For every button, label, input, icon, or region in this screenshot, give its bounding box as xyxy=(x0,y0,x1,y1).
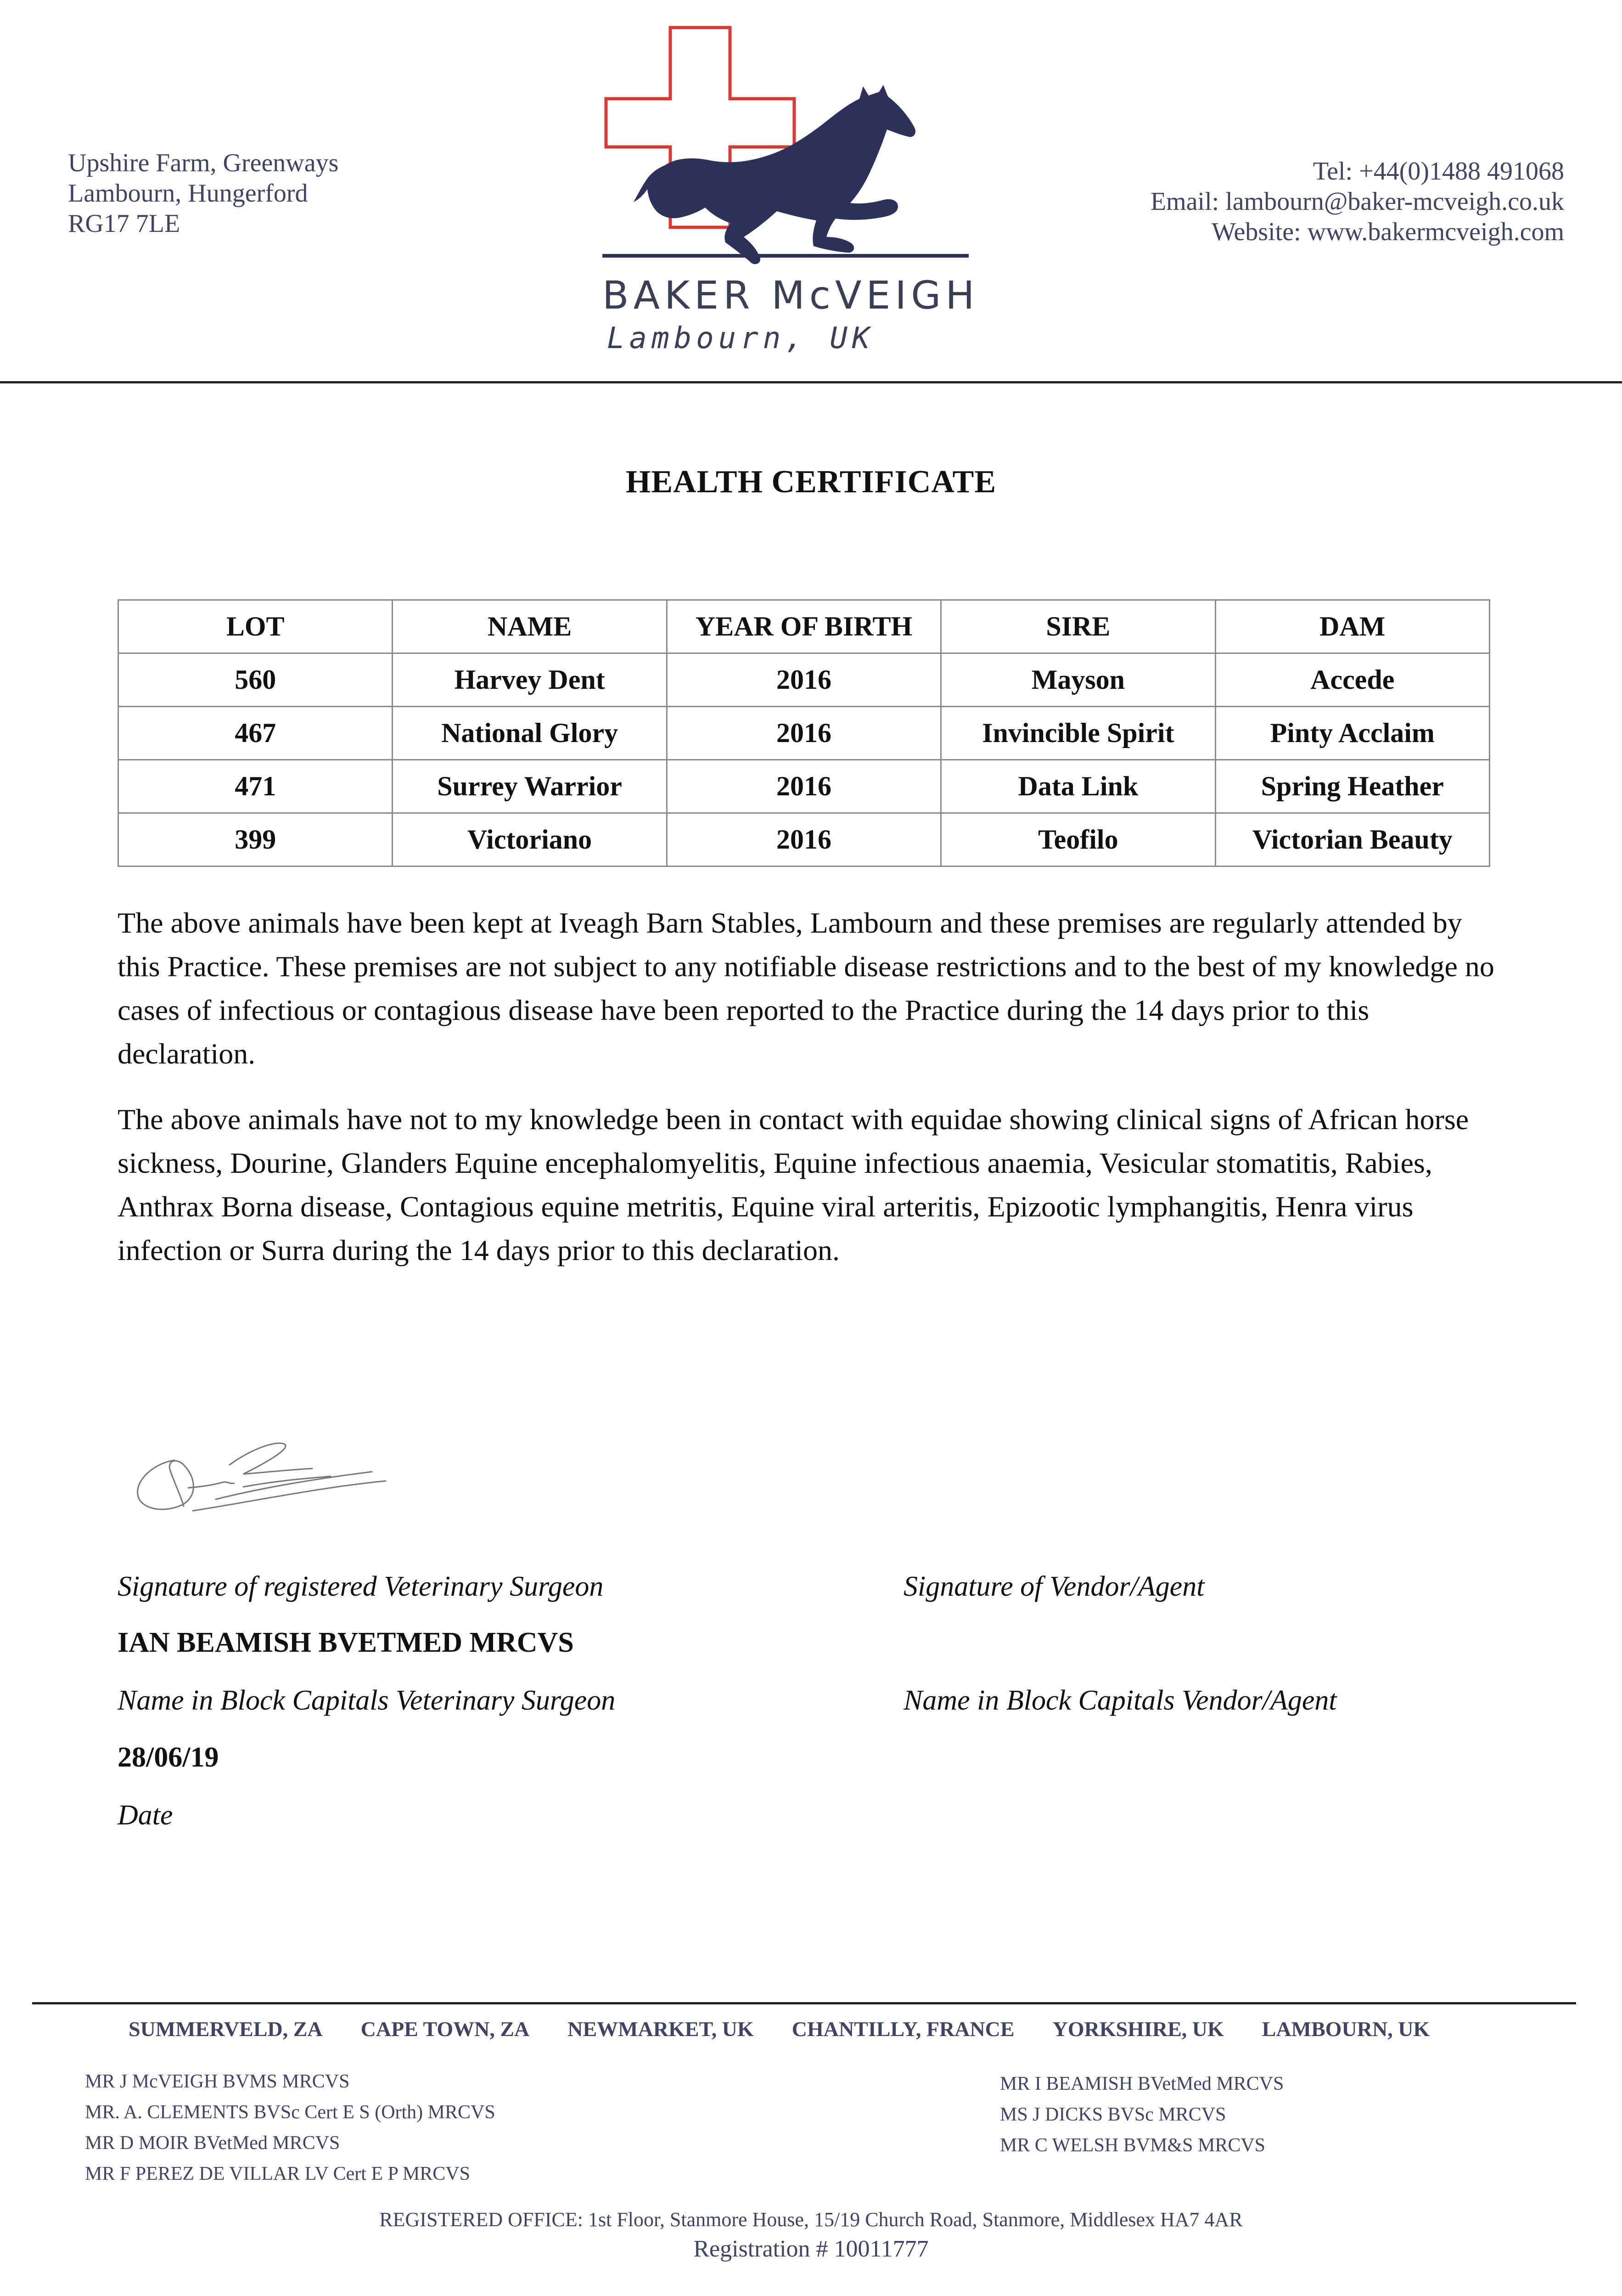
date-value: 28/06/19 xyxy=(118,1742,219,1773)
cell-dam: Pinty Acclaim xyxy=(1215,707,1489,760)
address-line: Lambourn, Hungerford xyxy=(68,179,308,208)
cell-dam: Accede xyxy=(1215,653,1489,707)
vet-signature-label: Signature of registered Veterinary Surgeon xyxy=(118,1571,604,1602)
table-row xyxy=(118,653,1490,707)
cell-sire: Data Link xyxy=(941,760,1215,813)
staff-member: MR C WELSH BVM&S MRCVS xyxy=(1000,2135,1266,2156)
cell-dam: Victorian Beauty xyxy=(1215,813,1489,867)
staff-member: MR J McVEIGH BVMS MRCVS xyxy=(85,2071,350,2092)
table-row xyxy=(118,707,1490,760)
contact-email: Email: lambourn@baker-mcveigh.co.uk xyxy=(1150,187,1564,216)
cell-sire: Invincible Spirit xyxy=(941,707,1215,760)
vet-signature-image xyxy=(124,1433,418,1538)
document-title: HEALTH CERTIFICATE xyxy=(625,464,997,500)
column-header-sire: SIRE xyxy=(941,600,1215,653)
cell-year: 2016 xyxy=(667,653,941,707)
staff-member: MR D MOIR BVetMed MRCVS xyxy=(85,2133,340,2154)
vet-name-value: IAN BEAMISH BVETMED MRCVS xyxy=(118,1627,574,1658)
staff-list-left xyxy=(85,2066,495,2189)
cell-sire: Teofilo xyxy=(941,813,1215,867)
table-header-row xyxy=(118,600,1490,653)
column-header-dam: DAM xyxy=(1215,600,1489,653)
header-divider xyxy=(0,381,1622,383)
brand-name: BAKER McVEIGH xyxy=(602,273,979,318)
staff-member: MR F PEREZ DE VILLAR LV Cert E P MRCVS xyxy=(85,2163,470,2184)
cell-year: 2016 xyxy=(667,760,941,813)
cell-name: Victoriano xyxy=(393,813,667,867)
horse-details-table xyxy=(118,599,1490,867)
staff-member: MR. A. CLEMENTS BVSc Cert E S (Orth) MRCVS xyxy=(85,2102,495,2123)
declaration-disease-contact: The above animals have not to my knowledge been in contact with equidae showing clinical signs of African horse sickness, Dourine, Glanders Equine encephalomyelitis, Equine infectious anaemia, Vesicular stomatitis, Rabies, Anthrax Borna disease, Contagious equine metritis, Equine viral arteritis, Epizootic lymphangitis, Henra virus infection or Surra during the 14 days prior to this declaration. xyxy=(118,1103,1469,1266)
cell-name: Harvey Dent xyxy=(393,653,667,707)
location-item: LAMBOURN, UK xyxy=(1262,2017,1430,2041)
cell-name: Surrey Warrior xyxy=(393,760,667,813)
table-row xyxy=(118,813,1490,867)
address-line: Upshire Farm, Greenways xyxy=(68,149,339,177)
contact-details xyxy=(1151,156,1564,247)
footer-divider xyxy=(32,2002,1576,2004)
cell-dam: Spring Heather xyxy=(1215,760,1489,813)
vet-name-label: Name in Block Capitals Veterinary Surgeon xyxy=(118,1685,616,1716)
location-item: YORKSHIRE, UK xyxy=(1052,2017,1224,2041)
logo-underline xyxy=(602,254,969,258)
cell-lot: 399 xyxy=(118,813,393,867)
cell-lot: 471 xyxy=(118,760,393,813)
column-header-name: NAME xyxy=(393,600,667,653)
location-item: CAPE TOWN, ZA xyxy=(360,2017,530,2041)
staff-member: MS J DICKS BVSc MRCVS xyxy=(1000,2104,1226,2125)
registration-number: Registration # 10011777 xyxy=(693,2236,929,2262)
location-item: SUMMERVELD, ZA xyxy=(129,2017,323,2041)
staff-list-right xyxy=(1000,2069,1284,2161)
location-item: NEWMARKET, UK xyxy=(567,2017,754,2041)
vendor-name-label: Name in Block Capitals Vendor/Agent xyxy=(904,1685,1337,1716)
column-header-year: YEAR OF BIRTH xyxy=(667,600,941,653)
date-label: Date xyxy=(118,1800,173,1831)
brand-location: Lambourn, UK xyxy=(607,321,875,355)
cell-year: 2016 xyxy=(667,707,941,760)
horse-cross-logo xyxy=(597,23,1028,372)
staff-member: MR I BEAMISH BVetMed MRCVS xyxy=(1000,2073,1284,2094)
vendor-signature-label: Signature of Vendor/Agent xyxy=(904,1571,1205,1602)
cell-sire: Mayson xyxy=(941,653,1215,707)
address-line: RG17 7LE xyxy=(68,209,180,238)
location-item: CHANTILLY, FRANCE xyxy=(791,2017,1015,2041)
cell-name: National Glory xyxy=(393,707,667,760)
contact-website: Website: www.bakermcveigh.com xyxy=(1212,218,1564,246)
horse-silhouette xyxy=(634,85,915,264)
contact-phone: Tel: +44(0)1488 491068 xyxy=(1313,157,1564,186)
cell-lot: 560 xyxy=(118,653,393,707)
registered-office: REGISTERED OFFICE: 1st Floor, Stanmore House, 15/19 Church Road, Stanmore, Middlesex HA7 4AR xyxy=(379,2208,1243,2231)
cell-lot: 467 xyxy=(118,707,393,760)
table-row xyxy=(118,760,1490,813)
practice-locations xyxy=(129,2017,1506,2041)
practice-address xyxy=(68,148,338,239)
declaration-premises: The above animals have been kept at Iveagh Barn Stables, Lambourn and these premises are regularly attended by this Practice. These premises are not subject to any notifiable disease restrictions and to the best of my knowledge no cases of infectious or contagious disease have been reported to the Practice during the 14 days prior to this declaration. xyxy=(118,906,1494,1070)
column-header-lot: LOT xyxy=(118,600,393,653)
cell-year: 2016 xyxy=(667,813,941,867)
